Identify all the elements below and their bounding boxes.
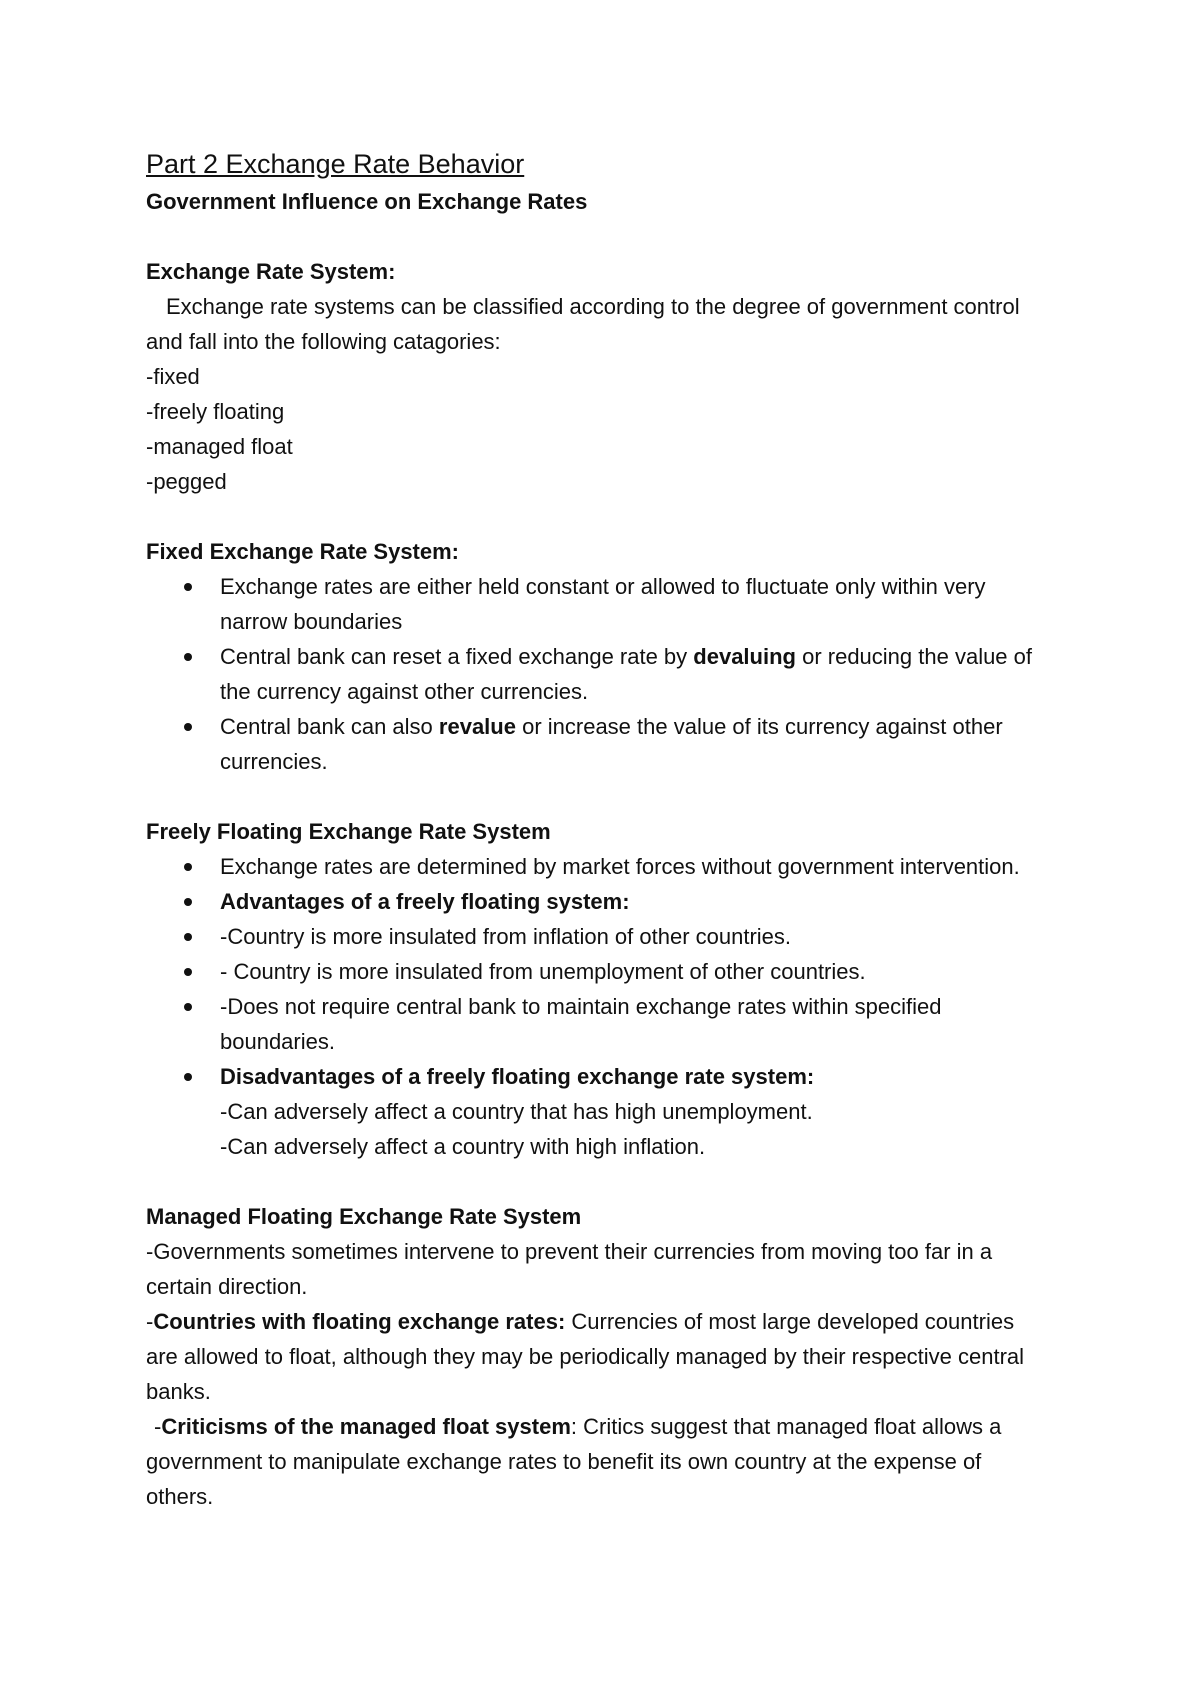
bullet-icon [184,933,192,941]
system-type-managed-float: -managed float [146,434,293,459]
section-heading-freely-floating: Freely Floating Exchange Rate System [146,819,551,844]
freely-floating-bullet-1-text: Exchange rates are determined by market forces without government intervention. [220,854,1020,879]
managed-paragraph-2-text: Currencies of most large developed countries are allowed to float, although they may be periodically managed by their respective central banks. [146,1309,1025,1404]
disadvantage-1-text: -Can adversely affect a country that has high unemployment. [220,1099,813,1124]
list-item [146,569,1046,639]
fixed-bullet-2-text-a: Central bank can reset a fixed exchange rate by [220,644,694,669]
section-heading-exchange-rate-system: Exchange Rate System: [146,259,396,284]
section-heading-fixed: Fixed Exchange Rate System: [146,539,460,564]
list-item [146,849,1046,884]
advantage-3-text: -Does not require central bank to maintain exchange rates within specified boundaries. [220,994,942,1054]
list-item [146,919,1046,954]
managed-paragraph-3-text: : Critics suggest that managed float allows a government to manipulate exchange rates to benefit its own country at the expense of others. [146,1414,1002,1509]
list-item [146,709,1046,779]
document-subtitle: Government Influence on Exchange Rates [146,189,588,214]
list-item [146,1059,1046,1094]
spacer [146,1164,1046,1199]
bullet-icon [184,1073,192,1081]
fixed-bullet-2-bold: devaluing [693,644,796,669]
advantages-heading: Advantages of a freely floating system: [220,889,630,914]
system-type-pegged: -pegged [146,469,227,494]
bullet-icon [184,583,192,591]
document-title: Part 2 Exchange Rate Behavior [146,149,525,179]
fixed-bullet-3-text-a: Central bank can also [220,714,439,739]
managed-paragraph-2-dash: - [146,1309,154,1334]
exchange-rate-system-intro: Exchange rate systems can be classified according to the degree of government control and fall into the following catagories: [146,294,1020,354]
managed-paragraph-3 [146,1409,1046,1514]
fixed-bullet-2-text-b: or reducing the value of the currency against other currencies. [220,644,1033,704]
section-heading-managed-float: Managed Floating Exchange Rate System [146,1204,582,1229]
bullet-icon [184,898,192,906]
fixed-bullet-list [146,569,1046,779]
bullet-icon [184,968,192,976]
document-page [146,146,1046,1514]
system-type-fixed: -fixed [146,364,200,389]
list-item [146,954,1046,989]
disadvantage-2-text: -Can adversely affect a country with high inflation. [220,1134,706,1159]
bullet-icon [184,863,192,871]
fixed-bullet-3-bold: revalue [438,714,516,739]
disadvantages-heading: Disadvantages of a freely floating exchange rate system: [220,1064,815,1089]
list-item [146,989,1046,1059]
spacer [146,779,1046,814]
managed-paragraph-2-bold: Countries with floating exchange rates: [153,1309,566,1334]
system-type-freely-floating: -freely floating [146,399,285,424]
freely-floating-bullet-list [146,849,1046,1094]
advantage-2-text: - Country is more insulated from unemployment of other countries. [220,959,866,984]
fixed-bullet-3-text-b: or increase the value of its currency against other currencies. [220,714,1003,774]
managed-paragraph-2 [146,1304,1046,1409]
bullet-icon [184,1003,192,1011]
managed-paragraph-3-bold: Criticisms of the managed float system [161,1414,571,1439]
fixed-bullet-1-text: Exchange rates are either held constant or allowed to fluctuate only within very narrow boundaries [220,574,986,634]
managed-paragraph-1: -Governments sometimes intervene to prevent their currencies from moving too far in a certain direction. [146,1239,993,1299]
managed-paragraph-3-dash: - [154,1414,162,1439]
bullet-icon [184,723,192,731]
list-item [146,639,1046,709]
list-item [146,884,1046,919]
spacer [146,499,1046,534]
bullet-icon [184,653,192,661]
advantage-1-text: -Country is more insulated from inflation of other countries. [220,924,792,949]
